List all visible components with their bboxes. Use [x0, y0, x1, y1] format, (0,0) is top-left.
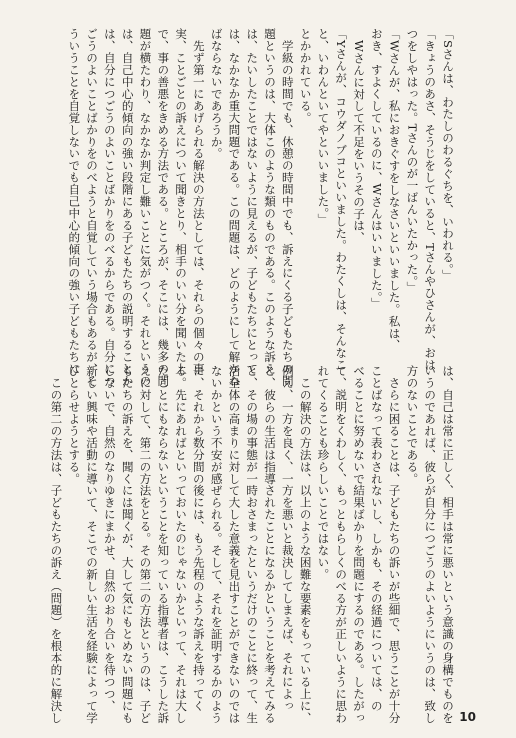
page-number: 10: [459, 710, 476, 724]
text-line: この解決の方法は、以上のような困難な要素をもっている上に、: [298, 365, 313, 724]
text-line: さらに困ることは、子どもたちの訴いが些細で、思うことが十分: [387, 365, 402, 724]
text-line: に、それから数分間の後には、もう先程のような訴えを持ってく: [191, 365, 206, 712]
text-line: びとらせようとする。: [67, 365, 82, 485]
text-line: て、説明をくわしく、もっともらしくのべる方が正しいように思わ: [334, 365, 349, 724]
text-line: 「Yさんが、コウダノブコといいました。わたくしは、そんなこ: [334, 28, 349, 371]
text-line: この第二の方法は、子どもたちの訴え（問題）を根本的に解決し: [49, 365, 64, 724]
text-line: ういうことを自覚しないでも自己中心的傾向の強い子どもたちに: [67, 28, 82, 375]
text-line: Wさんに対して不足をいうその子は、: [352, 28, 367, 244]
text-line: たことにもならないということを知っている指導者は、こうした訴: [156, 365, 171, 724]
text-line: と、彼らの生活は指導されたことになるかということを考えてみる: [263, 365, 278, 724]
text-line: は、自分につごうのよいことばかりをのべるからである。自分につ: [102, 28, 117, 387]
text-line: おき、すよくしているのに、Wさんはいいました。」: [369, 28, 384, 310]
text-line: と、いわんといてやといいました。」: [316, 28, 331, 226]
text-line: で、事の善悪をきめる方法である。ところが、そこには、幾多の問: [156, 28, 171, 387]
text-line: 題というのは、大体このような類のものである。このような訴え: [263, 28, 278, 375]
text-line: 学級の時間でも、休憩の時間中でも、訴えにくる子どもたちの問: [280, 28, 295, 387]
text-line: えに対して、第二の方法をとる。その第二の方法というのは、子ど: [138, 365, 153, 724]
text-line: 活全体の高まりに対して大した意義を見出すことができないのでは: [227, 365, 242, 724]
text-line: 方のないことである。: [405, 365, 420, 485]
text-line: べることに努めないで結果ばかりを問題にするのである。したがっ: [352, 365, 367, 724]
text-line: は、たいしたことではないように見えるが、子どもたちにとって: [245, 28, 260, 375]
text-line: ないかという不安が感ぜられる。そして、それを証明するかのよう: [209, 365, 224, 724]
text-block-top: [54, 28, 456, 387]
text-line: 「Wさんが、私におきぐすをしなさいといいました。私は、: [387, 28, 402, 351]
text-line: 「Sさんは、わたしのわるぐちを、いわれる。」: [441, 28, 455, 282]
text-block-bottom: [49, 365, 456, 724]
text-line: いうのであれば、彼らが自分につごうのよいようにいうのは、致し: [423, 365, 438, 724]
text-line: つをしやはった。Tさんのが一ばんいたかった。」: [405, 28, 420, 294]
text-line: 新しい興味や活動に導いて、そこでの新しい生活を経験によって学: [85, 365, 100, 724]
text-line: と、その場の事態が一時おさまったというだけのことに終って、生: [245, 365, 260, 724]
text-line: は、自己は常に正しく、相手は常に悪いという意識の身構でものを: [441, 365, 455, 724]
text-line: ごうのよいことばかりをのべようと自覚していう場合もあるが、そ: [85, 28, 100, 387]
text-line: 例え、一方を良く、一方を悪いと裁決してしまえば、それによっ: [280, 365, 295, 712]
text-line: 実、ことごとの訴えについて聞きとり、相手のいい分を聞いた上: [174, 28, 189, 375]
text-line: とかかれている。: [298, 28, 313, 124]
text-line: は、なかなか重大問題である。この問題は、どのようにして解かね: [227, 28, 242, 387]
text-line: ばならないであろうか。: [209, 28, 224, 160]
text-line: 「きょうのあさ、そうじをしていると、Tさんやひさんが、おは: [423, 28, 438, 371]
text-line: 題が横たわり、なかなか判定し難いことに気がつく。それというの: [138, 28, 153, 387]
text-line: ことばなって表わされないし、しかも、その経過については、の: [369, 365, 384, 712]
text-line: もたちの訴えを、聞くには聞くが、大して気にもとめない問題にも: [120, 365, 135, 724]
text-line: れてくることも珍らしいことではない。: [316, 365, 331, 581]
text-line: る。先にあればといっておいたのじゃないかといって、それは大し: [174, 365, 189, 724]
text-line: 先ず第一にあげられる解決の方法としては、それらの個々の事: [191, 28, 206, 375]
text-line: しないで、自然のなりゆきにまかせ、自然のおり合いを待つつ、: [102, 365, 117, 712]
text-line: は、自己中心的傾向の強い段階にある子どもたちの説明することか: [120, 28, 135, 387]
